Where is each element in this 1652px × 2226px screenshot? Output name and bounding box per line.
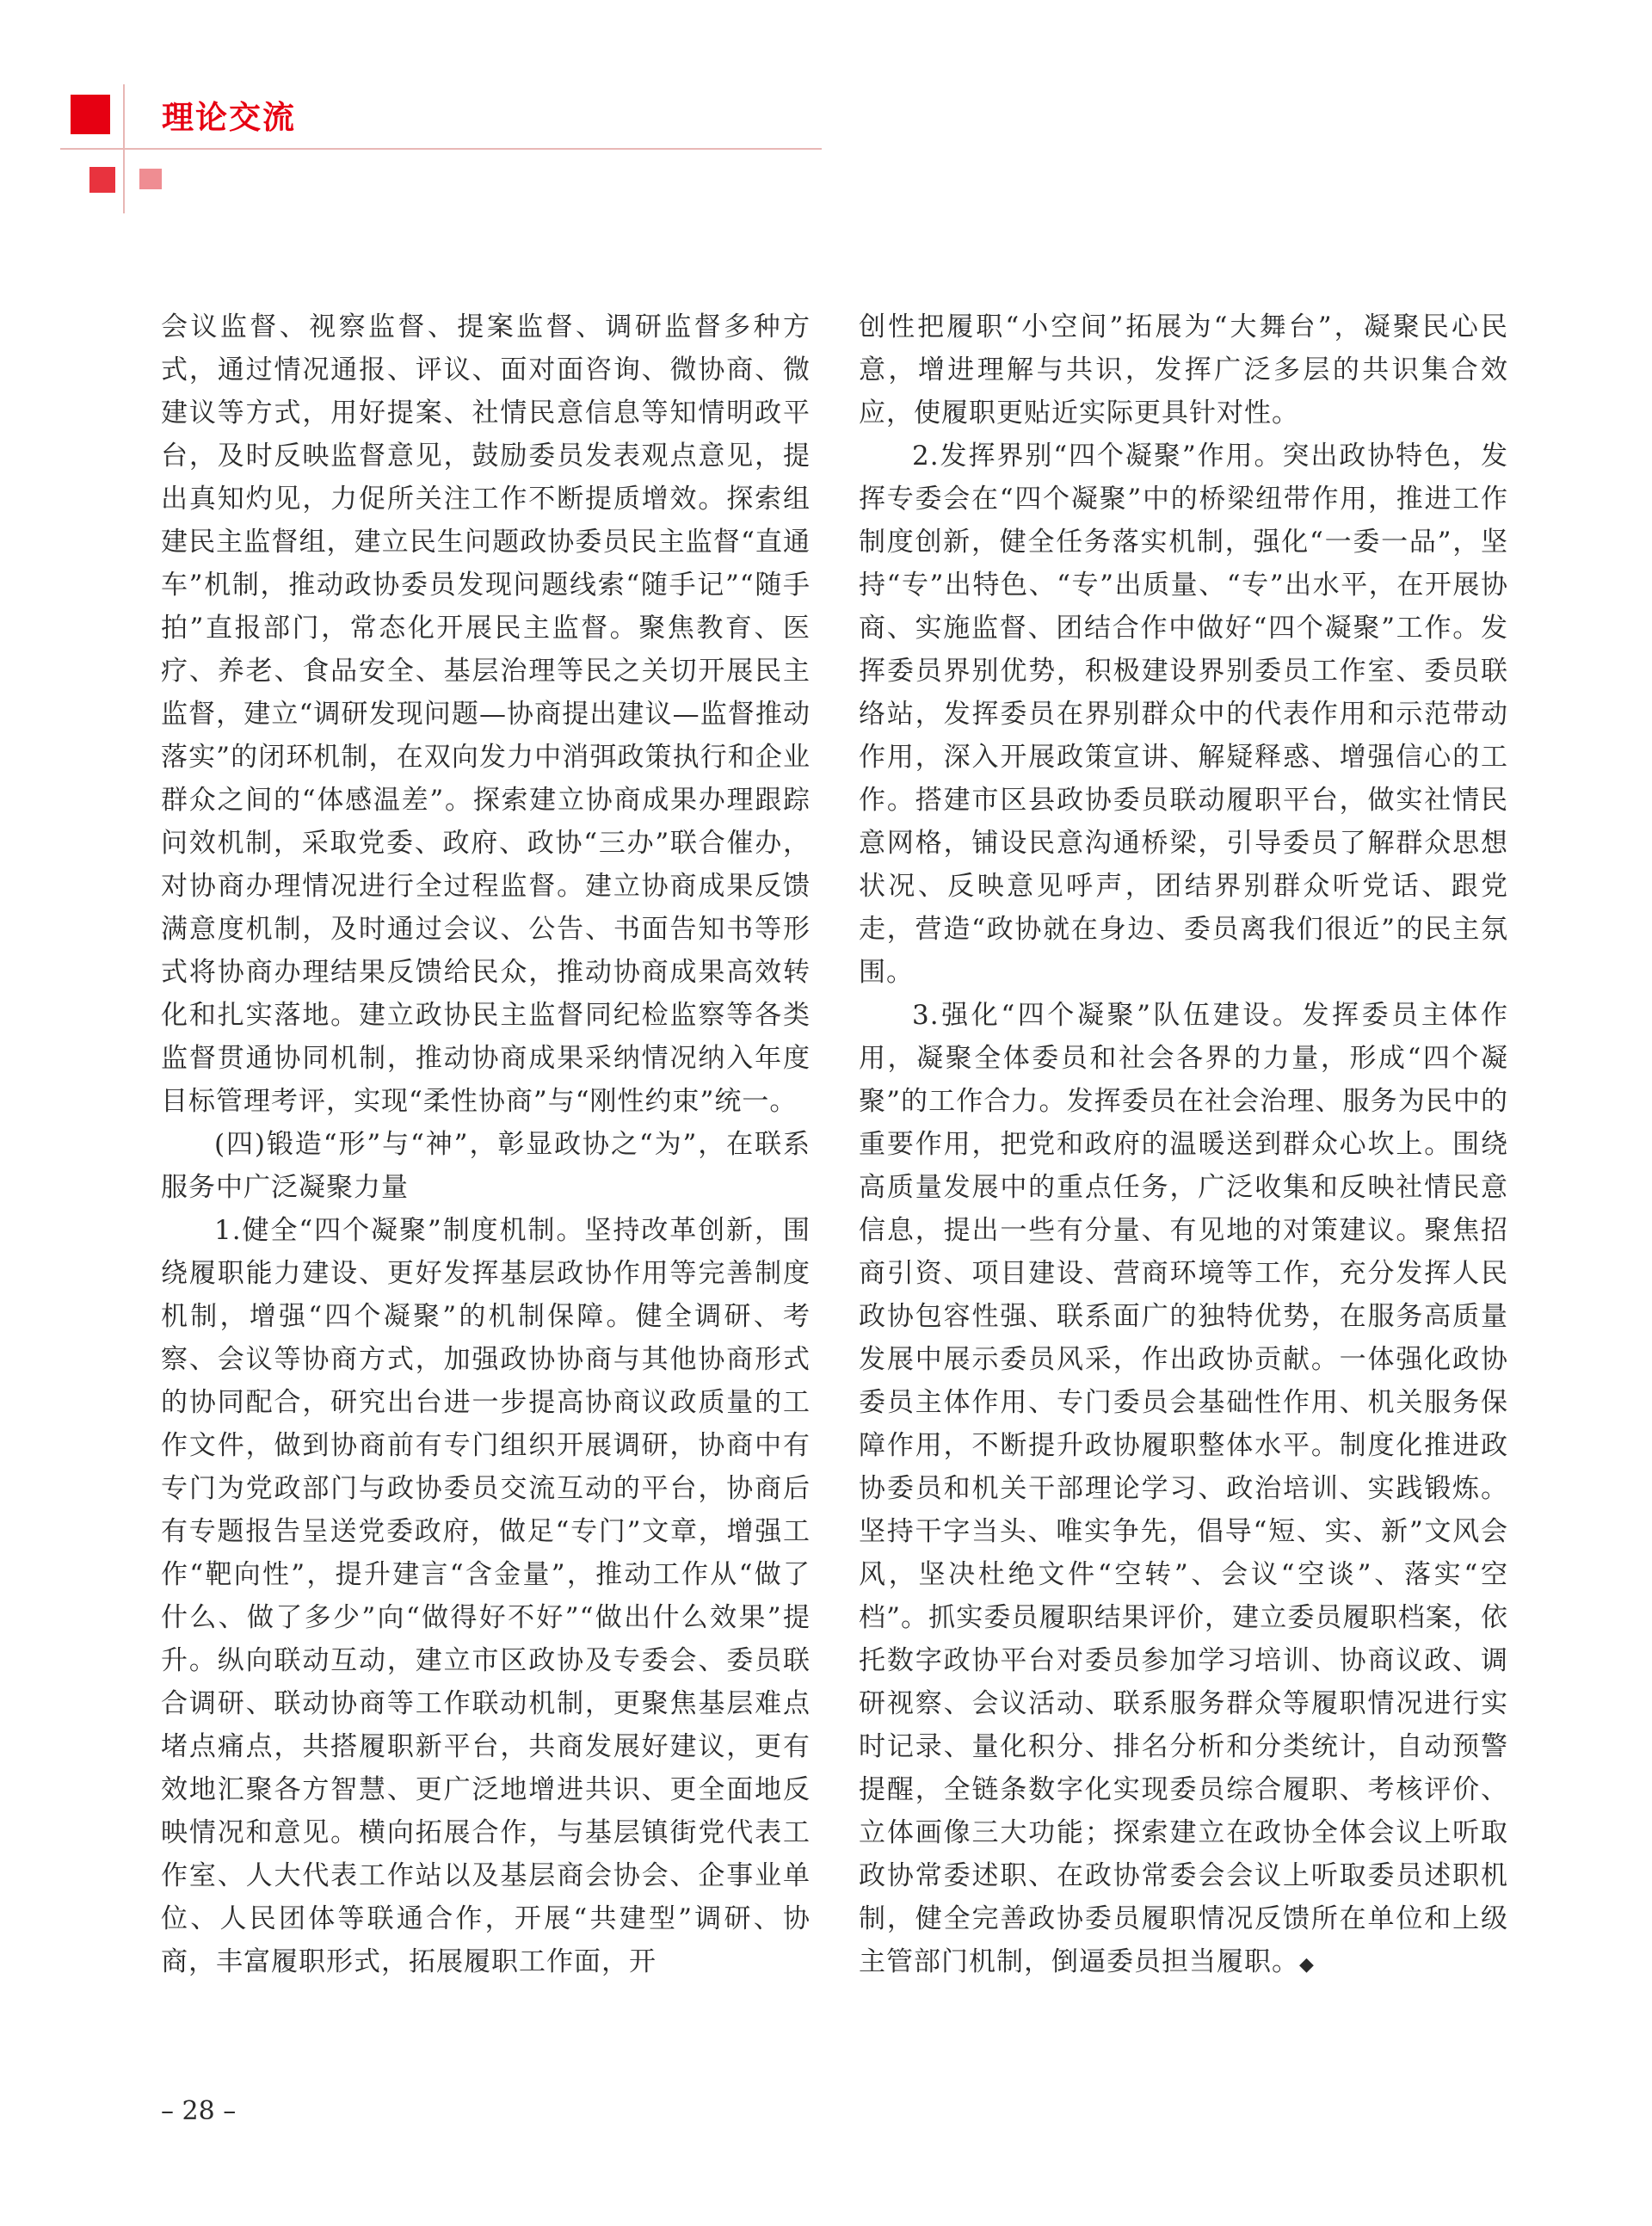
left-paragraph-1: 会议监督、视察监督、提案监督、调研监督多种方式，通过情况通报、评议、面对面咨询、微协商、微建议等方式，用好提案、社情民意信息等知情明政平台，及时反映监督意见，鼓励委员发表观点意见，提出真知灼见，力促所关注工作不断提质增效。探索组建民主监督组，建立民生问题政协委员民主监督“直通车”机制，推动政协委员发现问题线索“随手记”“随手拍”直报部门，常态化开展民主监督。聚焦教育、医疗、养老、食品安全、基层治理等民之关切开展民主监督，建立“调研发现问题—协商提出建议—监督推动落实”的闭环机制，在双向发力中消弭政策执行和企业群众之间的“体感温差”。探索建立协商成果办理跟踪问效机制，采取党委、政府、政协“三办”联合催办，对协商办理情况进行全过程监督。建立协商成果反馈满意度机制，及时通过会议、公告、书面告知书等形式将协商办理结果反馈给民众，推动协商成果高效转化和扎实落地。建立政协民主监督同纪检监察等各类监督贯通协同机制，推动协商成果采纳情况纳入年度目标管理考评，实现“柔性协商”与“刚性约束”统一。 [161, 311, 811, 1117]
right-paragraph-1: 创性把履职“小空间”拓展为“大舞台”，凝聚民心民意，增进理解与共识，发挥广泛多层的共识集合效应，使履职更贴近实际更具针对性。 [859, 311, 1508, 429]
section-title: 理论交流 [162, 99, 296, 136]
page-number: – 28 – [161, 2096, 237, 2126]
left-paragraph-2: 1.健全“四个凝聚”制度机制。坚持改革创新，围绕履职能力建设、更好发挥基层政协作用等完善制度机制，增强“四个凝聚”的机制保障。健全调研、考察、会议等协商方式，加强政协协商与其他协商形式的协同配合，研究出台进一步提高协商议政质量的工作文件，做到协商前有专门组织开展调研，协商中有专门为党政部门与政协委员交流互动的平台，协商后有专题报告呈送党委政府，做足“专门”文章，增强工作“靶向性”，提升建言“含金量”，推动工作从“做了什么、做了多少”向“做得好不好”“做出什么效果”提升。纵向联动互动，建立市区政协及专委会、委员联合调研、联动协商等工作联动机制，更聚焦基层难点堵点痛点，共搭履职新平台，共商发展好建议，更有效地汇聚各方智慧、更广泛地增进共识、更全面地反映情况和意见。横向拓展合作，与基层镇街党代表工作室、人大代表工作站以及基层商会协会、企事业单位、人民团体等联通合作，开展“共建型”调研、协商，丰富履职形式，拓展履职工作面，开 [161, 1215, 811, 1977]
left-subheading: (四)锻造“形”与“神”，彰显政协之“为”，在联系服务中广泛凝聚力量 [161, 1129, 811, 1203]
header-horizontal-rule [60, 148, 822, 150]
header-pink-square-small [139, 169, 162, 189]
right-column [859, 305, 1508, 1987]
right-paragraph-3-wrapper [859, 994, 1508, 1987]
right-paragraph-3: 3.强化“四个凝聚”队伍建设。发挥委员主体作用，凝聚全体委员和社会各界的力量，形成“四个凝聚”的工作合力。发挥委员在社会治理、服务为民中的重要作用，把党和政府的温暖送到群众心坎上。围绕高质量发展中的重点任务，广泛收集和反映社情民意信息，提出一些有分量、有见地的对策建议。聚焦招商引资、项目建设、营商环境等工作，充分发挥人民政协包容性强、联系面广的独特优势，在服务高质量发展中展示委员风采，作出政协贡献。一体强化政协委员主体作用、专门委员会基础性作用、机关服务保障作用，不断提升政协履职整体水平。制度化推进政协委员和机关干部理论学习、政治培训、实践锻炼。坚持干字当头、唯实争先，倡导“短、实、新”文风会风，坚决杜绝文件“空转”、会议“空谈”、落实“空档”。抓实委员履职结果评价，建立委员履职档案，依托数字政协平台对委员参加学习培训、协商议政、调研视察、会议活动、联系服务群众等履职情况进行实时记录、量化积分、排名分析和分类统计，自动预警提醒，全链条数字化实现委员综合履职、考核评价、立体画像三大功能；探索建立在政协全体会议上听取政协常委述职、在政协常委会会议上听取委员述职机制，健全完善政协委员履职情况反馈所在单位和上级主管部门机制，倒逼委员担当履职。 [859, 1000, 1508, 1977]
left-column [161, 305, 811, 1983]
header-red-square-medium [89, 167, 115, 193]
right-paragraph-2: 2.发挥界别“四个凝聚”作用。突出政协特色，发挥专委会在“四个凝聚”中的桥梁纽带作用，推进工作制度创新，健全任务落实机制，强化“一委一品”，坚持“专”出特色、“专”出质量、“专”出水平，在开展协商、实施监督、团结合作中做好“四个凝聚”工作。发挥委员界别优势，积极建设界别委员工作室、委员联络站，发挥委员在界别群众中的代表作用和示范带动作用，深入开展政策宣讲、解疑释惑、增强信心的工作。搭建市区县政协委员联动履职平台，做实社情民意网格，铺设民意沟通桥梁，引导委员了解群众思想状况、反映意见呼声，团结界别群众听党话、跟党走，营造“政协就在身边、委员离我们很近”的民主氛围。 [859, 441, 1508, 988]
end-of-article-diamond-icon: ◆ [1299, 1954, 1315, 1976]
header-red-square-large [71, 95, 110, 134]
